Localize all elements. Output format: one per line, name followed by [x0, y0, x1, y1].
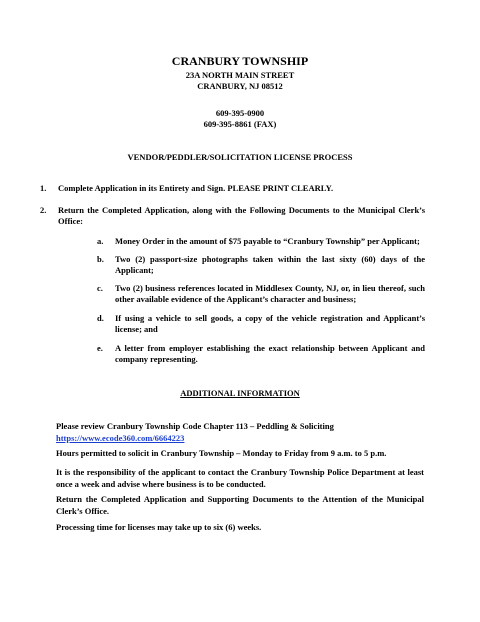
substep-text: Two (2) passport-size photographs taken within the last sixty (60) days of the Applicant;: [115, 254, 425, 275]
step-text: Complete Application in its Entirety and Sign. PLEASE PRINT CLEARLY.: [58, 183, 334, 193]
substep-item: [97, 236, 425, 247]
address-line-1: 23A NORTH MAIN STREET: [185, 70, 295, 80]
township-title: CRANBURY TOWNSHIP: [171, 54, 309, 68]
substep-letter: a.: [97, 236, 104, 246]
step-number: 1.: [40, 183, 47, 193]
fax-number: 609-395-8861 (FAX): [203, 119, 277, 129]
processing-time-text: Processing time for licenses may take up to six (6) weeks.: [56, 522, 262, 532]
substep-item: [97, 313, 425, 335]
substep-item: [97, 254, 425, 276]
additional-info-heading: ADDITIONAL INFORMATION: [180, 388, 300, 398]
process-title: VENDOR/PEDDLER/SOLICITATION LICENSE PROCESS: [127, 152, 353, 162]
step-text: Return the Completed Application, along with the Following Documents to the Municipal Clerk’s Office:: [58, 205, 425, 226]
substep-text: Two (2) business references located in Middlesex County, NJ, or, in lieu thereof, such other available evidence of the Applicant’s character and business;: [115, 283, 425, 304]
step-item: [40, 183, 425, 194]
review-code-text: Please review Cranbury Township Code Chapter 113 – Peddling & Soliciting: [56, 421, 334, 431]
return-text: Return the Completed Application and Supporting Documents to the Attention of the Municipal Clerk’s Office.: [56, 494, 424, 516]
phone-number: 609-395-0900: [215, 108, 265, 118]
substep-text: A letter from employer establishing the exact relationship between Applicant and company representing.: [115, 343, 425, 364]
step-number: 2.: [40, 205, 47, 215]
address-line-2: CRANBURY, NJ 08512: [197, 81, 283, 91]
substep-text: Money Order in the amount of $75 payable to “Cranbury Township” per Applicant;: [115, 236, 420, 246]
ecode-link[interactable]: https://www.ecode360.com/6664223: [56, 433, 185, 443]
substep-item: [97, 343, 425, 365]
substep-text: If using a vehicle to sell goods, a copy of the vehicle registration and Applicant’s license; and: [115, 313, 425, 334]
code-link-line: [56, 432, 424, 444]
step-item: [40, 205, 425, 227]
substep-item: [97, 283, 425, 305]
hours-text: Hours permitted to solicit in Cranbury Township – Monday to Friday from 9 a.m. to 5 p.m.: [56, 448, 387, 458]
substep-letter: c.: [97, 283, 103, 293]
substep-letter: e.: [97, 343, 103, 353]
responsibility-text: It is the responsibility of the applicant to contact the Cranbury Township Police Department at least once a week and advise where business is to be conducted.: [56, 467, 424, 489]
substep-letter: b.: [97, 254, 104, 264]
substep-letter: d.: [97, 313, 104, 323]
